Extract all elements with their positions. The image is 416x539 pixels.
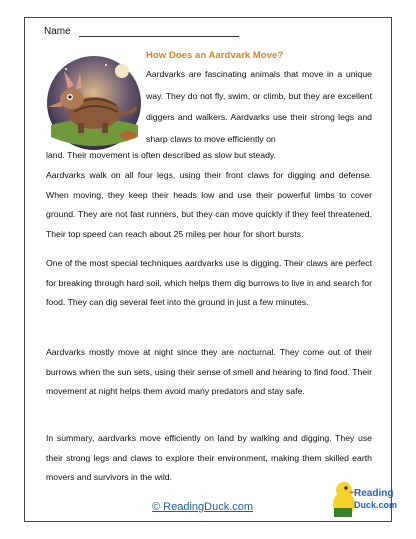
name-row [44,26,239,37]
readingduck-link[interactable]: © ReadingDuck.com [152,501,254,513]
intro-paragraph-tail: land. Their movement is often described as slow but steady. [46,150,277,160]
paragraph-digging: One of the most special techniques aardvarks use is digging. Their claws are perfect for breaking through hard soil, which helps them dig burrows to live in and search for food. They can dig several feet into the ground in just a few minutes. [46,258,372,307]
logo-text-top: Reading [354,488,394,499]
intro-paragraph: Aardvarks are fascinating animals that move in a unique way. They do not fly, swim, or climb, but they are excellent diggers and walkers. Aardvarks use their strong legs and sharp claws to move efficiently on [146,69,372,144]
moon-icon [115,64,129,78]
readingduck-logo[interactable] [330,474,398,522]
name-label: Name [44,26,71,37]
paragraph-nocturnal: Aardvarks mostly move at night since they are nocturnal. They come out of their burrows when the sun sets, using their sense of smell and hearing to find food. Their movement at night helps them avoid many predators and stay safe. [46,347,372,396]
logo-text-bottom: Duck.com [354,500,398,510]
aardvark-illustration [46,55,142,152]
paragraph-walking: Aardvarks walk on all four legs, using their front claws for digging and defense. When moving, they keep their heads low and use their powerful limbs to cover ground. They are not fast runners, but they can move quickly if they feel threatened. Their top speed can reach about 25 miles per hour for short bursts. [46,170,372,239]
name-input-line[interactable] [79,27,239,37]
worksheet-title: How Does an Aardvark Move? [146,50,284,61]
paragraph-summary: In summary, aardvarks move efficiently on land by walking and digging. They use their strong legs and claws to explore their environment, making them skilled earth movers and survivors in the wild. [46,433,372,482]
